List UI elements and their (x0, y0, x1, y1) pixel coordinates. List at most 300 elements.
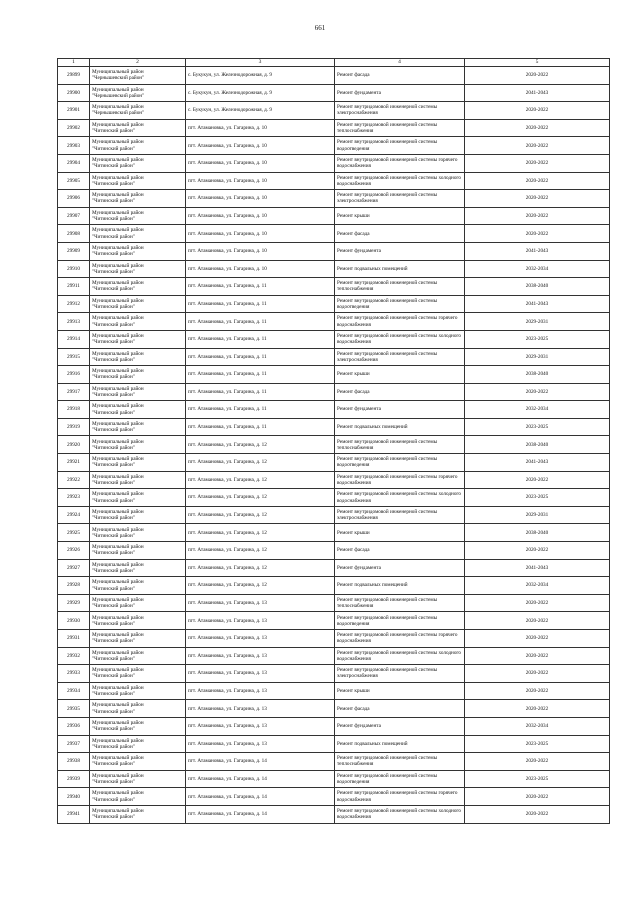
municipality-cell (90, 559, 186, 577)
row-number: 29899 (58, 67, 90, 85)
address-cell: пгт. Атамановка, ул. Гагарина, д. 10 (186, 119, 335, 137)
work-type-cell: Ремонт внутридомовой инженерной системы электроснабжения (335, 102, 465, 120)
municipality-name: "Читинский район" (92, 128, 135, 135)
table-row (58, 788, 610, 806)
municipality-type: Муниципальный район (92, 385, 144, 392)
municipality-name: "Чернышевский район" (92, 92, 145, 99)
work-type-cell: Ремонт внутридомовой инженерной системы теплоснабжения (335, 278, 465, 296)
municipality-cell (90, 454, 186, 472)
table-row (58, 190, 610, 208)
table-row (58, 805, 610, 823)
period-cell: 2020-2022 (465, 700, 610, 718)
row-number: 29936 (58, 717, 90, 735)
municipality-type: Муниципальный район (92, 684, 144, 691)
address-cell: пгт. Атамановка, ул. Гагарина, д. 14 (186, 805, 335, 823)
period-cell: 2023-2025 (465, 735, 610, 753)
municipality-name: "Чернышевский район" (92, 75, 145, 82)
row-number: 29937 (58, 735, 90, 753)
row-number: 29912 (58, 295, 90, 313)
work-type-cell: Ремонт внутридомовой инженерной системы холодного водоснабжения (335, 647, 465, 665)
row-number: 29917 (58, 383, 90, 401)
work-type-cell: Ремонт внутридомовой инженерной системы электроснабжения (335, 190, 465, 208)
period-cell: 2020-2022 (465, 788, 610, 806)
header-row (58, 59, 610, 67)
table-row (58, 665, 610, 683)
work-type-cell: Ремонт фундамента (335, 84, 465, 102)
municipality-type: Муниципальный район (92, 772, 144, 779)
period-cell: 2020-2022 (465, 154, 610, 172)
municipality-name: "Читинский район" (92, 691, 135, 698)
municipality-type: Муниципальный район (92, 104, 144, 111)
municipality-name: "Читинский район" (92, 286, 135, 293)
municipality-cell (90, 278, 186, 296)
table-row (58, 594, 610, 612)
municipality-name: "Читинский район" (92, 550, 135, 557)
row-number: 29930 (58, 612, 90, 630)
period-cell: 2023-2025 (465, 330, 610, 348)
address-cell: пгт. Атамановка, ул. Гагарина, д. 13 (186, 647, 335, 665)
row-number: 29932 (58, 647, 90, 665)
municipality-type: Муниципальный район (92, 86, 144, 93)
address-cell: пгт. Атамановка, ул. Гагарина, д. 12 (186, 559, 335, 577)
table-row (58, 454, 610, 472)
row-number: 29916 (58, 366, 90, 384)
municipality-type: Муниципальный район (92, 350, 144, 357)
period-cell: 2020-2022 (465, 682, 610, 700)
address-cell: пгт. Атамановка, ул. Гагарина, д. 12 (186, 454, 335, 472)
row-number: 29927 (58, 559, 90, 577)
municipality-type: Муниципальный район (92, 333, 144, 339)
header-col-3: 3 (186, 59, 335, 67)
address-cell: пгт. Атамановка, ул. Гагарина, д. 10 (186, 242, 335, 260)
municipality-type: Муниципальный район (92, 808, 144, 815)
table-row (58, 471, 610, 489)
period-cell: 2041-2043 (465, 84, 610, 102)
municipality-cell (90, 700, 186, 718)
row-number: 29900 (58, 84, 90, 102)
address-cell: пгт. Атамановка, ул. Гагарина, д. 13 (186, 735, 335, 753)
row-number: 29939 (58, 770, 90, 788)
municipality-name: "Читинский район" (92, 796, 135, 803)
municipality-cell (90, 154, 186, 172)
address-cell: пгт. Атамановка, ул. Гагарина, д. 11 (186, 366, 335, 384)
period-cell: 2020-2022 (465, 542, 610, 560)
work-type-cell: Ремонт внутридомовой инженерной системы теплоснабжения (335, 594, 465, 612)
table-row (58, 330, 610, 348)
work-type-cell: Ремонт внутридомовой инженерной системы холодного водоснабжения (335, 330, 465, 348)
municipality-cell (90, 172, 186, 190)
municipality-name: "Читинский район" (92, 391, 135, 398)
address-cell: пгт. Атамановка, ул. Гагарина, д. 11 (186, 383, 335, 401)
table-row (58, 542, 610, 560)
table-row (58, 383, 610, 401)
municipality-type: Муниципальный район (92, 403, 144, 410)
work-type-cell: Ремонт крыши (335, 524, 465, 542)
municipality-name: "Читинский район" (92, 198, 135, 205)
period-cell: 2023-2025 (465, 418, 610, 436)
municipality-name: "Читинский район" (92, 779, 135, 786)
table-row (58, 717, 610, 735)
address-cell: с. Букукун, ул. Железнодорожная, д. 9 (186, 84, 335, 102)
municipality-cell (90, 630, 186, 648)
period-cell: 2020-2022 (465, 67, 610, 85)
period-cell: 2020-2022 (465, 383, 610, 401)
address-cell: пгт. Атамановка, ул. Гагарина, д. 11 (186, 348, 335, 366)
municipality-name: "Читинский район" (92, 655, 135, 662)
municipality-type: Муниципальный район (92, 157, 144, 164)
period-cell: 2020-2022 (465, 805, 610, 823)
address-cell: пгт. Атамановка, ул. Гагарина, д. 12 (186, 471, 335, 489)
municipality-name: "Читинский район" (92, 567, 135, 574)
work-type-cell: Ремонт подвальных помещений (335, 577, 465, 595)
row-number: 29904 (58, 154, 90, 172)
row-number: 29910 (58, 260, 90, 278)
municipality-name: "Чернышевский район" (92, 110, 145, 117)
municipality-cell (90, 805, 186, 823)
table-row (58, 260, 610, 278)
table-header (58, 59, 610, 67)
municipality-cell (90, 735, 186, 753)
work-type-cell: Ремонт подвальных помещений (335, 418, 465, 436)
municipality-name: "Читинский район" (92, 761, 135, 768)
municipality-cell (90, 682, 186, 700)
address-cell: пгт. Атамановка, ул. Гагарина, д. 11 (186, 330, 335, 348)
address-cell: с. Букукун, ул. Железнодорожная, д. 9 (186, 67, 335, 85)
header-col-5: 5 (465, 59, 610, 67)
row-number: 29920 (58, 436, 90, 454)
municipality-type: Муниципальный район (92, 438, 144, 445)
municipality-type: Муниципальный район (92, 614, 144, 621)
work-type-cell: Ремонт внутридомовой инженерной системы горячего водоснабжения (335, 471, 465, 489)
period-cell: 2041-2043 (465, 454, 610, 472)
municipality-name: "Читинский район" (92, 585, 135, 592)
period-cell: 2038-2040 (465, 524, 610, 542)
work-type-cell: Ремонт внутридомовой инженерной системы водоотведения (335, 137, 465, 155)
work-type-cell: Ремонт внутридомовой инженерной системы холодного водоснабжения (335, 489, 465, 507)
municipality-cell (90, 436, 186, 454)
municipality-type: Муниципальный район (92, 227, 144, 234)
row-number: 29926 (58, 542, 90, 560)
municipality-type: Муниципальный район (92, 526, 144, 533)
municipality-type: Муниципальный район (92, 174, 144, 181)
table-body (58, 67, 610, 824)
period-cell: 2020-2022 (465, 612, 610, 630)
municipality-name: "Читинский район" (92, 638, 135, 645)
row-number: 29905 (58, 172, 90, 190)
period-cell: 2020-2022 (465, 471, 610, 489)
table-row (58, 67, 610, 85)
period-cell: 2020-2022 (465, 753, 610, 771)
municipality-cell (90, 418, 186, 436)
address-cell: пгт. Атамановка, ул. Гагарина, д. 14 (186, 788, 335, 806)
table-row (58, 84, 610, 102)
row-number: 29931 (58, 630, 90, 648)
period-cell: 2020-2022 (465, 647, 610, 665)
municipality-type: Муниципальный район (92, 596, 144, 603)
municipality-cell (90, 647, 186, 665)
municipality-cell (90, 242, 186, 260)
table-row (58, 401, 610, 419)
work-type-cell: Ремонт внутридомовой инженерной системы теплоснабжения (335, 753, 465, 771)
address-cell: пгт. Атамановка, ул. Гагарина, д. 13 (186, 612, 335, 630)
address-cell: пгт. Атамановка, ул. Гагарина, д. 10 (186, 154, 335, 172)
table-row (58, 489, 610, 507)
municipality-type: Муниципальный район (92, 456, 144, 463)
municipality-name: "Читинский район" (92, 216, 135, 223)
municipality-name: "Читинский район" (92, 814, 135, 821)
municipality-cell (90, 506, 186, 524)
municipality-name: "Читинский район" (92, 515, 135, 522)
address-cell: пгт. Атамановка, ул. Гагарина, д. 11 (186, 295, 335, 313)
row-number: 29919 (58, 418, 90, 436)
table-row (58, 753, 610, 771)
period-cell: 2029-2031 (465, 313, 610, 331)
row-number: 29906 (58, 190, 90, 208)
table-row (58, 137, 610, 155)
work-type-cell: Ремонт внутридомовой инженерной системы теплоснабжения (335, 119, 465, 137)
municipality-name: "Читинский район" (92, 145, 135, 152)
address-cell: пгт. Атамановка, ул. Гагарина, д. 11 (186, 401, 335, 419)
table-row (58, 119, 610, 137)
header-col-4: 4 (335, 59, 465, 67)
municipality-cell (90, 348, 186, 366)
municipality-name: "Читинский район" (92, 409, 135, 416)
row-number: 29913 (58, 313, 90, 331)
period-cell: 2020-2022 (465, 630, 610, 648)
address-cell: пгт. Атамановка, ул. Гагарина, д. 14 (186, 770, 335, 788)
municipality-type: Муниципальный район (92, 192, 144, 199)
municipality-cell (90, 207, 186, 225)
municipality-name: "Читинский район" (92, 339, 135, 346)
municipality-name: "Читинский район" (92, 374, 135, 381)
municipality-type: Муниципальный район (92, 755, 144, 762)
municipality-name: "Читинский район" (92, 620, 135, 627)
address-cell: с. Букукун, ул. Железнодорожная, д. 9 (186, 102, 335, 120)
table-row (58, 630, 610, 648)
period-cell: 2020-2022 (465, 594, 610, 612)
table-row (58, 348, 610, 366)
work-type-cell: Ремонт фундамента (335, 401, 465, 419)
row-number: 29941 (58, 805, 90, 823)
work-type-cell: Ремонт внутридомовой инженерной системы холодного водоснабжения (335, 805, 465, 823)
municipality-type: Муниципальный район (92, 262, 144, 269)
municipality-type: Муниципальный район (92, 368, 144, 375)
row-number: 29911 (58, 278, 90, 296)
row-number: 29933 (58, 665, 90, 683)
work-type-cell: Ремонт внутридомовой инженерной системы холодного водоснабжения (335, 172, 465, 190)
work-type-cell: Ремонт крыши (335, 207, 465, 225)
work-type-cell: Ремонт фасада (335, 67, 465, 85)
municipality-cell (90, 753, 186, 771)
municipality-name: "Читинский район" (92, 356, 135, 363)
work-type-cell: Ремонт внутридомовой инженерной системы электроснабжения (335, 506, 465, 524)
municipality-type: Муниципальный район (92, 69, 144, 76)
page-number: 661 (314, 24, 326, 32)
row-number: 29902 (58, 119, 90, 137)
municipality-cell (90, 665, 186, 683)
municipality-cell (90, 330, 186, 348)
municipality-name: "Читинский район" (92, 268, 135, 275)
row-number: 29938 (58, 753, 90, 771)
header-col-2: 2 (90, 59, 186, 67)
municipality-name: "Читинский район" (92, 233, 135, 240)
work-type-cell: Ремонт внутридомовой инженерной системы водоотведения (335, 612, 465, 630)
period-cell: 2020-2022 (465, 665, 610, 683)
period-cell: 2032-2034 (465, 577, 610, 595)
period-cell: 2032-2034 (465, 401, 610, 419)
table-row (58, 647, 610, 665)
municipality-type: Муниципальный район (92, 121, 144, 128)
address-cell: пгт. Атамановка, ул. Гагарина, д. 13 (186, 594, 335, 612)
header-col-1: 1 (58, 59, 90, 67)
municipality-name: "Читинский район" (92, 462, 135, 469)
table-row (58, 436, 610, 454)
municipality-cell (90, 770, 186, 788)
address-cell: пгт. Атамановка, ул. Гагарина, д. 12 (186, 577, 335, 595)
work-type-cell: Ремонт внутридомовой инженерной системы горячего водоснабжения (335, 630, 465, 648)
municipality-name: "Читинский район" (92, 427, 135, 434)
work-type-cell: Ремонт внутридомовой инженерной системы водоотведения (335, 454, 465, 472)
period-cell: 2020-2022 (465, 225, 610, 243)
address-cell: пгт. Атамановка, ул. Гагарина, д. 13 (186, 630, 335, 648)
table-row (58, 278, 610, 296)
municipality-type: Муниципальный район (92, 508, 144, 515)
period-cell: 2041-2043 (465, 242, 610, 260)
address-cell: пгт. Атамановка, ул. Гагарина, д. 10 (186, 207, 335, 225)
municipality-type: Муниципальный район (92, 579, 144, 586)
address-cell: пгт. Атамановка, ул. Гагарина, д. 13 (186, 717, 335, 735)
table-row (58, 172, 610, 190)
municipality-name: "Читинский район" (92, 444, 135, 451)
period-cell: 2041-2043 (465, 295, 610, 313)
municipality-name: "Читинский район" (92, 321, 135, 328)
address-cell: пгт. Атамановка, ул. Гагарина, д. 10 (186, 172, 335, 190)
address-cell: пгт. Атамановка, ул. Гагарина, д. 10 (186, 190, 335, 208)
table-row (58, 418, 610, 436)
municipality-cell (90, 401, 186, 419)
table-row (58, 770, 610, 788)
work-type-cell: Ремонт фасада (335, 700, 465, 718)
municipality-type: Муниципальный район (92, 473, 144, 480)
work-type-cell: Ремонт фасада (335, 225, 465, 243)
municipality-type: Муниципальный район (92, 491, 144, 498)
municipality-cell (90, 366, 186, 384)
table-row (58, 366, 610, 384)
municipality-name: "Читинский район" (92, 743, 135, 750)
work-type-cell: Ремонт внутридомовой инженерной системы водоотведения (335, 295, 465, 313)
address-cell: пгт. Атамановка, ул. Гагарина, д. 12 (186, 542, 335, 560)
address-cell: пгт. Атамановка, ул. Гагарина, д. 13 (186, 665, 335, 683)
table-row (58, 735, 610, 753)
municipality-name: "Читинский район" (92, 603, 135, 610)
municipality-type: Муниципальный район (92, 561, 144, 568)
period-cell: 2041-2043 (465, 559, 610, 577)
work-type-cell: Ремонт внутридомовой инженерной системы горячего водоснабжения (335, 788, 465, 806)
row-number: 29907 (58, 207, 90, 225)
row-number: 29928 (58, 577, 90, 595)
address-cell: пгт. Атамановка, ул. Гагарина, д. 12 (186, 436, 335, 454)
table-row (58, 524, 610, 542)
address-cell: пгт. Атамановка, ул. Гагарина, д. 12 (186, 489, 335, 507)
municipality-cell (90, 260, 186, 278)
row-number: 29929 (58, 594, 90, 612)
work-type-cell: Ремонт фасада (335, 383, 465, 401)
period-cell: 2029-2031 (465, 506, 610, 524)
municipality-name: "Читинский район" (92, 673, 135, 680)
row-number: 29934 (58, 682, 90, 700)
row-number: 29903 (58, 137, 90, 155)
municipality-cell (90, 84, 186, 102)
table-row (58, 225, 610, 243)
municipality-type: Муниципальный район (92, 649, 144, 656)
table-row (58, 577, 610, 595)
municipality-name: "Читинский район" (92, 251, 135, 258)
work-type-cell: Ремонт крыши (335, 366, 465, 384)
table-row (58, 612, 610, 630)
table-row (58, 154, 610, 172)
address-cell: пгт. Атамановка, ул. Гагарина, д. 10 (186, 225, 335, 243)
period-cell: 2020-2022 (465, 207, 610, 225)
municipality-name: "Читинский район" (92, 180, 135, 187)
row-number: 29922 (58, 471, 90, 489)
address-cell: пгт. Атамановка, ул. Гагарина, д. 12 (186, 506, 335, 524)
row-number: 29909 (58, 242, 90, 260)
municipality-cell (90, 471, 186, 489)
row-number: 29925 (58, 524, 90, 542)
period-cell: 2032-2034 (465, 260, 610, 278)
municipality-type: Муниципальный район (92, 139, 144, 146)
municipality-cell (90, 119, 186, 137)
period-cell: 2023-2025 (465, 489, 610, 507)
work-type-cell: Ремонт подвальных помещений (335, 735, 465, 753)
municipality-cell (90, 383, 186, 401)
municipality-cell (90, 313, 186, 331)
work-type-cell: Ремонт фундамента (335, 717, 465, 735)
address-cell: пгт. Атамановка, ул. Гагарина, д. 12 (186, 524, 335, 542)
work-type-cell: Ремонт внутридомовой инженерной системы горячего водоснабжения (335, 154, 465, 172)
municipality-name: "Читинский район" (92, 479, 135, 486)
period-cell: 2023-2025 (465, 770, 610, 788)
table-row (58, 559, 610, 577)
municipality-cell (90, 295, 186, 313)
municipality-cell (90, 577, 186, 595)
period-cell: 2020-2022 (465, 119, 610, 137)
work-type-cell: Ремонт внутридомовой инженерной системы электроснабжения (335, 665, 465, 683)
work-type-cell: Ремонт подвальных помещений (335, 260, 465, 278)
work-type-cell: Ремонт внутридомовой инженерной системы горячего водоснабжения (335, 313, 465, 331)
municipality-type: Муниципальный район (92, 667, 144, 674)
row-number: 29915 (58, 348, 90, 366)
municipality-cell (90, 102, 186, 120)
period-cell: 2029-2031 (465, 348, 610, 366)
municipality-cell (90, 137, 186, 155)
row-number: 29935 (58, 700, 90, 718)
row-number: 29923 (58, 489, 90, 507)
municipality-cell (90, 542, 186, 560)
table-row (58, 700, 610, 718)
address-cell: пгт. Атамановка, ул. Гагарина, д. 11 (186, 418, 335, 436)
municipality-cell (90, 225, 186, 243)
table-row (58, 682, 610, 700)
municipality-type: Муниципальный район (92, 702, 144, 709)
work-type-cell: Ремонт внутридомовой инженерной системы теплоснабжения (335, 436, 465, 454)
municipality-name: "Читинский район" (92, 163, 135, 170)
table-row (58, 295, 610, 313)
work-type-cell: Ремонт крыши (335, 682, 465, 700)
address-cell: пгт. Атамановка, ул. Гагарина, д. 10 (186, 260, 335, 278)
municipality-cell (90, 190, 186, 208)
period-cell: 2020-2022 (465, 102, 610, 120)
